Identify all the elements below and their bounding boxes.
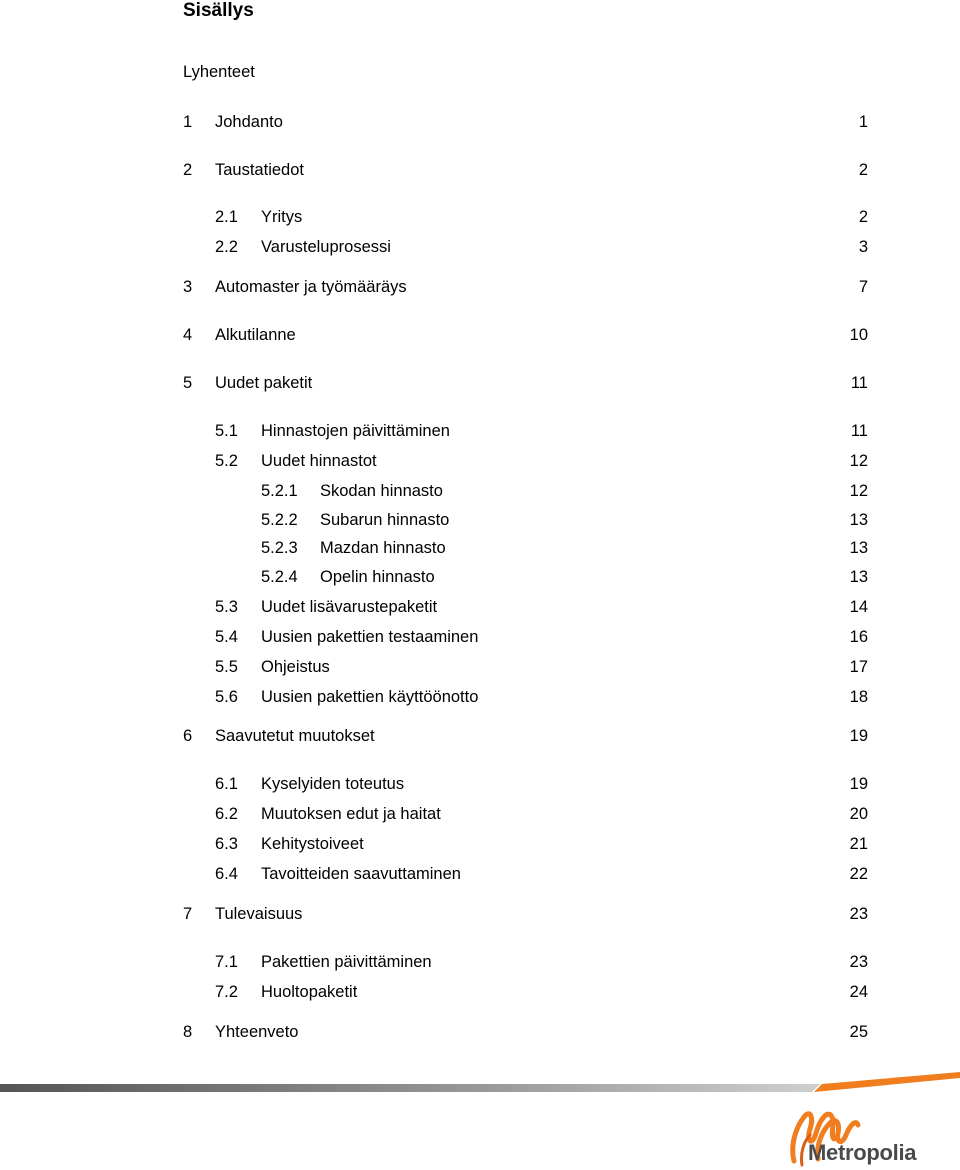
toc-entry xyxy=(0,566,960,588)
toc-entry-page: 13 xyxy=(849,511,868,529)
toc-entry xyxy=(0,206,960,228)
toc-entry-number: 6 xyxy=(183,727,193,745)
toc-entry xyxy=(0,833,960,855)
toc-entry-text: Kehitystoiveet xyxy=(261,835,364,853)
toc-entry xyxy=(0,596,960,618)
toc-entry-page: 11 xyxy=(850,422,868,440)
toc-entry xyxy=(0,537,960,559)
toc-entry-text: Uusien pakettien testaaminen xyxy=(261,628,479,646)
toc-entry-page: 12 xyxy=(849,482,868,500)
toc-entry-text: Tulevaisuus xyxy=(215,905,303,923)
toc-entry-page: 7 xyxy=(858,278,868,296)
toc-entry-number: 5 xyxy=(183,374,193,392)
toc-entry xyxy=(0,686,960,708)
toc-entry-number: 5.2 xyxy=(215,452,238,470)
toc-entry-page: 2 xyxy=(858,161,868,179)
toc-entry xyxy=(0,626,960,648)
toc-entry-number: 2.1 xyxy=(215,208,238,226)
toc-entry-text: Opelin hinnasto xyxy=(320,568,435,586)
toc-entry-page: 19 xyxy=(849,775,868,793)
toc-entry-text: Uudet paketit xyxy=(215,374,313,392)
toc-entry xyxy=(0,111,960,133)
toc-entry xyxy=(0,803,960,825)
toc-entry-number: 6.4 xyxy=(215,865,238,883)
toc-entry xyxy=(0,863,960,885)
toc-entry-page: 12 xyxy=(849,452,868,470)
toc-title: Sisällys xyxy=(183,0,254,21)
toc-entry-page: 14 xyxy=(849,598,868,616)
logo-wordmark: Metropolia xyxy=(808,1140,917,1165)
toc-entry-page: 10 xyxy=(849,326,868,344)
toc-entry-number: 6.2 xyxy=(215,805,238,823)
toc-entry-text: Kyselyiden toteutus xyxy=(261,775,405,793)
toc-entry xyxy=(0,951,960,973)
toc-entry-lyhenteet xyxy=(0,61,960,83)
toc-entry-page: 2 xyxy=(858,208,868,226)
footer-orange-stripe xyxy=(814,1072,960,1092)
toc-entry-page: 25 xyxy=(849,1023,868,1041)
toc-entry-page: 1 xyxy=(858,113,868,131)
toc-entry-page: 22 xyxy=(849,865,868,883)
toc-entry-text: Uudet lisävarustepaketit xyxy=(261,598,438,616)
toc-entry-number: 4 xyxy=(183,326,193,344)
toc-entry-text: Yhteenveto xyxy=(215,1023,299,1041)
toc-entry xyxy=(0,509,960,531)
toc-entry-text: Alkutilanne xyxy=(215,326,296,344)
toc-entry-text: Lyhenteet xyxy=(183,63,255,81)
toc-entry-number: 6.1 xyxy=(215,775,238,793)
toc-entry-text: Pakettien päivittäminen xyxy=(261,953,432,971)
toc-entry-number: 5.4 xyxy=(215,628,238,646)
toc-entry-number: 1 xyxy=(183,113,193,131)
toc-entry-text: Tavoitteiden saavuttaminen xyxy=(261,865,461,883)
toc-entry xyxy=(0,372,960,394)
toc-entry-page: 11 xyxy=(850,374,868,392)
toc-entry-page: 13 xyxy=(849,539,868,557)
toc-entry-number: 5.3 xyxy=(215,598,238,616)
toc-entry-page: 16 xyxy=(849,628,868,646)
toc-entry xyxy=(0,159,960,181)
toc-entry xyxy=(0,420,960,442)
toc-entry-page: 17 xyxy=(849,658,868,676)
toc-entry-number: 5.2.3 xyxy=(261,539,298,557)
toc-entry-page: 3 xyxy=(858,238,868,256)
toc-entry-number: 5.5 xyxy=(215,658,238,676)
toc-entry-page: 24 xyxy=(849,983,868,1001)
toc-entry-text: Skodan hinnasto xyxy=(320,482,443,500)
toc-entry-text: Automaster ja työmääräys xyxy=(215,278,407,296)
toc-entry-number: 2.2 xyxy=(215,238,238,256)
footer-gray-stripe xyxy=(0,1084,820,1092)
toc-entry-text: Subarun hinnasto xyxy=(320,511,450,529)
toc-entry-page: 21 xyxy=(849,835,868,853)
toc-entry xyxy=(0,981,960,1003)
toc-entry-number: 5.2.4 xyxy=(261,568,298,586)
toc-entry xyxy=(0,903,960,925)
toc-entry-text: Muutoksen edut ja haitat xyxy=(261,805,441,823)
toc-entry-text: Uusien pakettien käyttöönotto xyxy=(261,688,479,706)
toc-entry-page: 18 xyxy=(849,688,868,706)
toc-entry-text: Hinnastojen päivittäminen xyxy=(261,422,450,440)
toc-entry-number: 7.1 xyxy=(215,953,238,971)
toc-entry-page: 19 xyxy=(849,727,868,745)
toc-entry-text: Ohjeistus xyxy=(261,658,330,676)
toc-entry xyxy=(0,1021,960,1043)
toc-entry-text: Yritys xyxy=(261,208,303,226)
toc-entry-text: Johdanto xyxy=(215,113,283,131)
toc-entry-text: Saavutetut muutokset xyxy=(215,727,375,745)
toc-entry-number: 5.1 xyxy=(215,422,238,440)
toc-entry xyxy=(0,276,960,298)
toc-entry-number: 6.3 xyxy=(215,835,238,853)
toc-entry-text: Mazdan hinnasto xyxy=(320,539,446,557)
toc-entry-page: 23 xyxy=(849,953,868,971)
toc-entry-page: 13 xyxy=(849,568,868,586)
toc-entry xyxy=(0,480,960,502)
toc-entry-text: Varusteluprosessi xyxy=(261,238,391,256)
toc-entry-number: 5.2.1 xyxy=(261,482,298,500)
toc-entry xyxy=(0,236,960,258)
toc-entry-number: 7.2 xyxy=(215,983,238,1001)
toc-entry-number: 3 xyxy=(183,278,193,296)
toc-entry xyxy=(0,450,960,472)
toc-entry xyxy=(0,324,960,346)
toc-entry-text: Uudet hinnastot xyxy=(261,452,377,470)
toc-entry-number: 8 xyxy=(183,1023,193,1041)
toc-entry-number: 5.6 xyxy=(215,688,238,706)
toc-entry-number: 7 xyxy=(183,905,193,923)
toc-entry xyxy=(0,773,960,795)
toc-entry-page: 20 xyxy=(849,805,868,823)
toc-entry xyxy=(0,656,960,678)
toc-entry xyxy=(0,725,960,747)
toc-entry-text: Taustatiedot xyxy=(215,161,304,179)
toc-entry-text: Huoltopaketit xyxy=(261,983,358,1001)
toc-entry-number: 5.2.2 xyxy=(261,511,298,529)
toc-entry-page: 23 xyxy=(849,905,868,923)
toc-entry-number: 2 xyxy=(183,161,193,179)
